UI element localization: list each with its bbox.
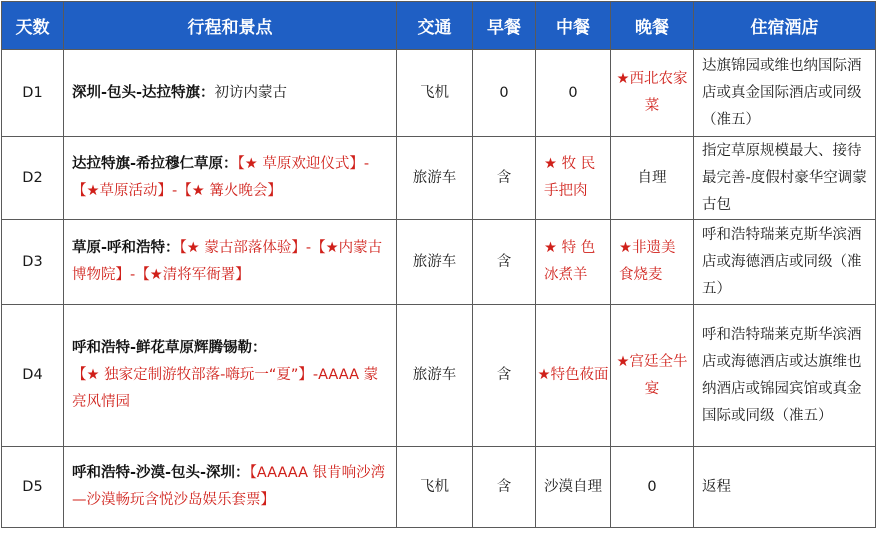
header-transport: 交通 [397,2,473,50]
cell-route [64,220,397,305]
cell-lunch: ★ 牧 民手把肉 [536,137,611,220]
cell-hotel: 返程 [694,447,876,528]
header-breakfast: 早餐 [473,2,536,50]
cell-day: D2 [2,137,64,220]
cell-transport: 旅游车 [397,137,473,220]
cell-breakfast: 含 [473,447,536,528]
cell-day: D4 [2,305,64,447]
cell-hotel: 呼和浩特瑞莱克斯华滨酒店或海德酒店或同级（准五） [694,220,876,305]
cell-lunch: ★特色莜面 [536,305,611,447]
header-row [2,2,876,50]
route-detail: 【AAAAA 银肯响沙湾—沙漠畅玩含悦沙岛娱乐套票】 [72,465,386,508]
route-title: 呼和浩特-鲜花草原辉腾锡勒： [72,340,267,356]
cell-transport: 旅游车 [397,220,473,305]
cell-hotel: 呼和浩特瑞莱克斯华滨酒店或海德酒店或达旗维也纳酒店或锦园宾馆或真金国际或同级（准五） [694,305,876,447]
cell-breakfast: 含 [473,305,536,447]
cell-transport: 飞机 [397,50,473,137]
cell-breakfast: 含 [473,137,536,220]
table-row [2,137,876,220]
cell-transport: 旅游车 [397,305,473,447]
route-detail: 【★ 蒙古部落体验】-【★内蒙古博物院】-【★清将军衙署】 [72,240,383,283]
route-title: 草原-呼和浩特： [72,240,180,256]
cell-route [64,137,397,220]
cell-transport: 飞机 [397,447,473,528]
itinerary-table [1,1,876,528]
table-row [2,447,876,528]
route-title: 呼和浩特-沙漠-包头-深圳： [72,465,250,481]
cell-day: D3 [2,220,64,305]
cell-lunch: ★ 特 色冰煮羊 [536,220,611,305]
cell-dinner: 自理 [611,137,694,220]
route-detail: 【★ 草原欢迎仪式】-【★草原活动】-【★ 篝火晚会】 [72,156,370,199]
cell-hotel: 达旗锦园或维也纳国际酒店或真金国际酒店或同级（准五） [694,50,876,137]
route-title: 深圳-包头-达拉特旗： [72,84,215,101]
route-detail: 【★ 独家定制游牧部落-嗨玩一“夏”】-AAAA 蒙亮风情园 [72,367,379,410]
cell-dinner: ★宫廷全牛宴 [611,305,694,447]
route-title: 达拉特旗-希拉穆仁草原： [72,156,238,172]
cell-route [64,305,397,447]
cell-dinner: ★非遗美食烧麦 [611,220,694,305]
cell-day: D1 [2,50,64,137]
cell-breakfast: 0 [473,50,536,137]
cell-hotel: 指定草原规模最大、接待最完善-度假村豪华空调蒙古包 [694,137,876,220]
cell-dinner: 0 [611,447,694,528]
cell-breakfast: 含 [473,220,536,305]
header-hotel: 住宿酒店 [694,2,876,50]
table-row [2,220,876,305]
route-detail: 初访内蒙古 [214,84,288,101]
header-lunch: 中餐 [536,2,611,50]
cell-day: D5 [2,447,64,528]
cell-route [64,447,397,528]
header-route: 行程和景点 [64,2,397,50]
header-dinner: 晚餐 [611,2,694,50]
cell-dinner: ★西北农家菜 [611,50,694,137]
cell-lunch: 沙漠自理 [536,447,611,528]
cell-route [64,50,397,137]
table-row [2,50,876,137]
header-day: 天数 [2,2,64,50]
table-row [2,305,876,447]
cell-lunch: 0 [536,50,611,137]
